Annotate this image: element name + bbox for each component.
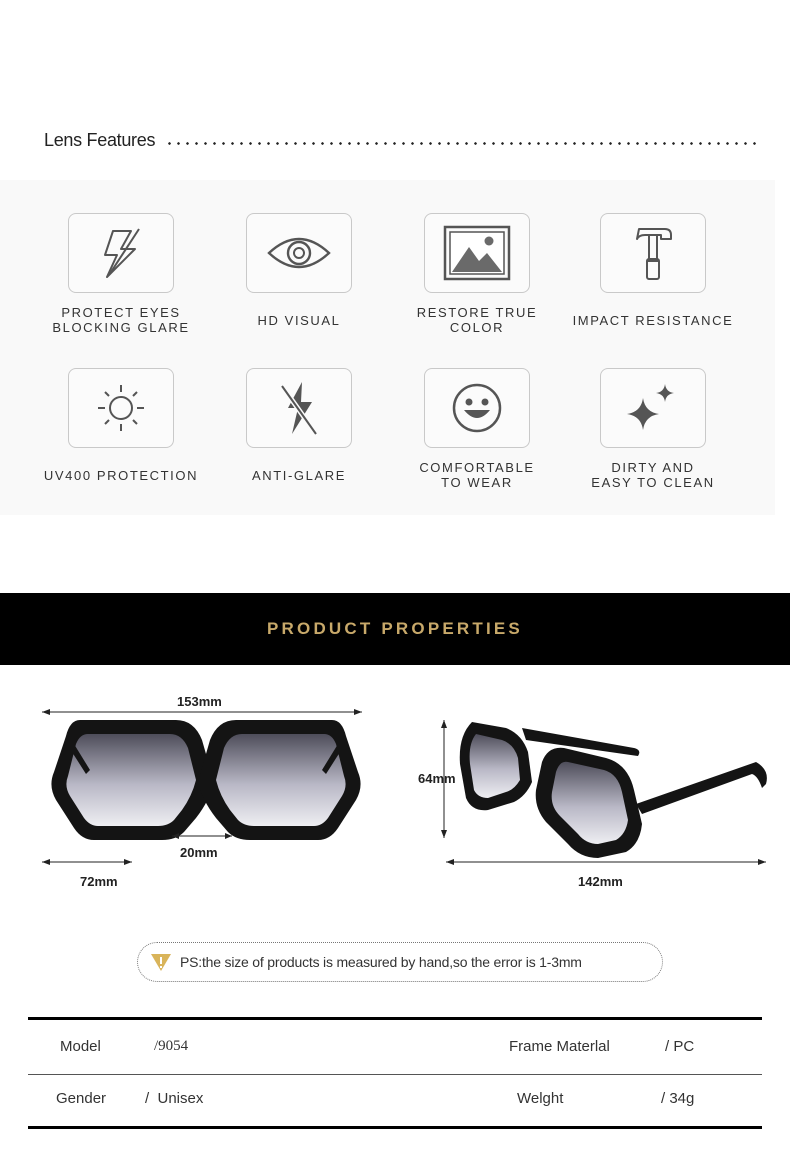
feature-label: RESTORE TRUE COLOR [416,305,538,335]
temple-length-label: 142mm [578,874,623,889]
product-properties-banner [0,593,790,665]
feature-icon-box [600,368,706,448]
feature-comfortable [392,368,562,490]
gender-label: Gender [56,1090,107,1107]
feature-icon-box [246,213,352,293]
weight-label: Welght [517,1090,564,1107]
feature-icon-box [600,213,706,293]
bridge-width-label: 20mm [180,845,218,860]
smiley-icon [451,382,503,434]
feature-label: IMPACT RESISTANCE [572,312,734,328]
feature-easy-clean [568,368,738,490]
lens-width-label: 72mm [80,874,118,889]
table-top-rule [28,1017,762,1020]
model-label: Model [60,1038,101,1055]
feature-hd-visual [214,213,384,335]
feature-icon-box [68,368,174,448]
feature-anti-glare [214,368,384,490]
anti-glare-icon [274,378,324,438]
feature-icon-box [424,368,530,448]
lightning-icon [91,223,151,283]
hammer-icon [631,223,675,283]
feature-label: DIRTY AND EASY TO CLEAN [591,460,715,490]
lens-features-header [44,126,756,154]
measurement-note [137,942,663,982]
lens-height-label: 64mm [418,771,456,786]
sun-icon [95,382,147,434]
feature-label: COMFORTABLE TO WEAR [419,460,535,490]
feature-label: ANTI-GLARE [251,467,346,483]
lens-features-title: Lens Features [44,129,156,150]
feature-uv400 [36,368,206,490]
eye-icon [266,231,332,275]
warning-icon [150,952,172,972]
model-value: /9054 [154,1038,189,1054]
feature-protect-eyes [36,213,206,335]
feature-icon-box [68,213,174,293]
feature-true-color [392,213,562,335]
weight-value: / 34g [661,1090,695,1107]
feature-icon-box [424,213,530,293]
glasses-side-view [436,712,776,872]
total-width-label: 153mm [177,694,222,709]
image-icon [443,225,511,281]
product-properties-title: PRODUCT PROPERTIES [267,619,523,638]
feature-impact-resistance [568,213,738,335]
table-bottom-rule [28,1126,762,1129]
gender-value: / Unisex [145,1090,204,1107]
feature-label: HD VISUAL [257,312,341,328]
material-value: / PC [665,1038,695,1055]
table-mid-rule [28,1074,762,1075]
material-label: Frame Materlal [509,1038,610,1055]
dotted-divider [165,142,756,145]
feature-icon-box [246,368,352,448]
feature-label: PROTECT EYES BLOCKING GLARE [52,305,190,335]
note-text: PS:the size of products is measured by hand,so the error is 1-3mm [180,954,582,970]
feature-label: UV400 PROTECTION [43,467,199,483]
sparkle-icon [623,378,683,438]
